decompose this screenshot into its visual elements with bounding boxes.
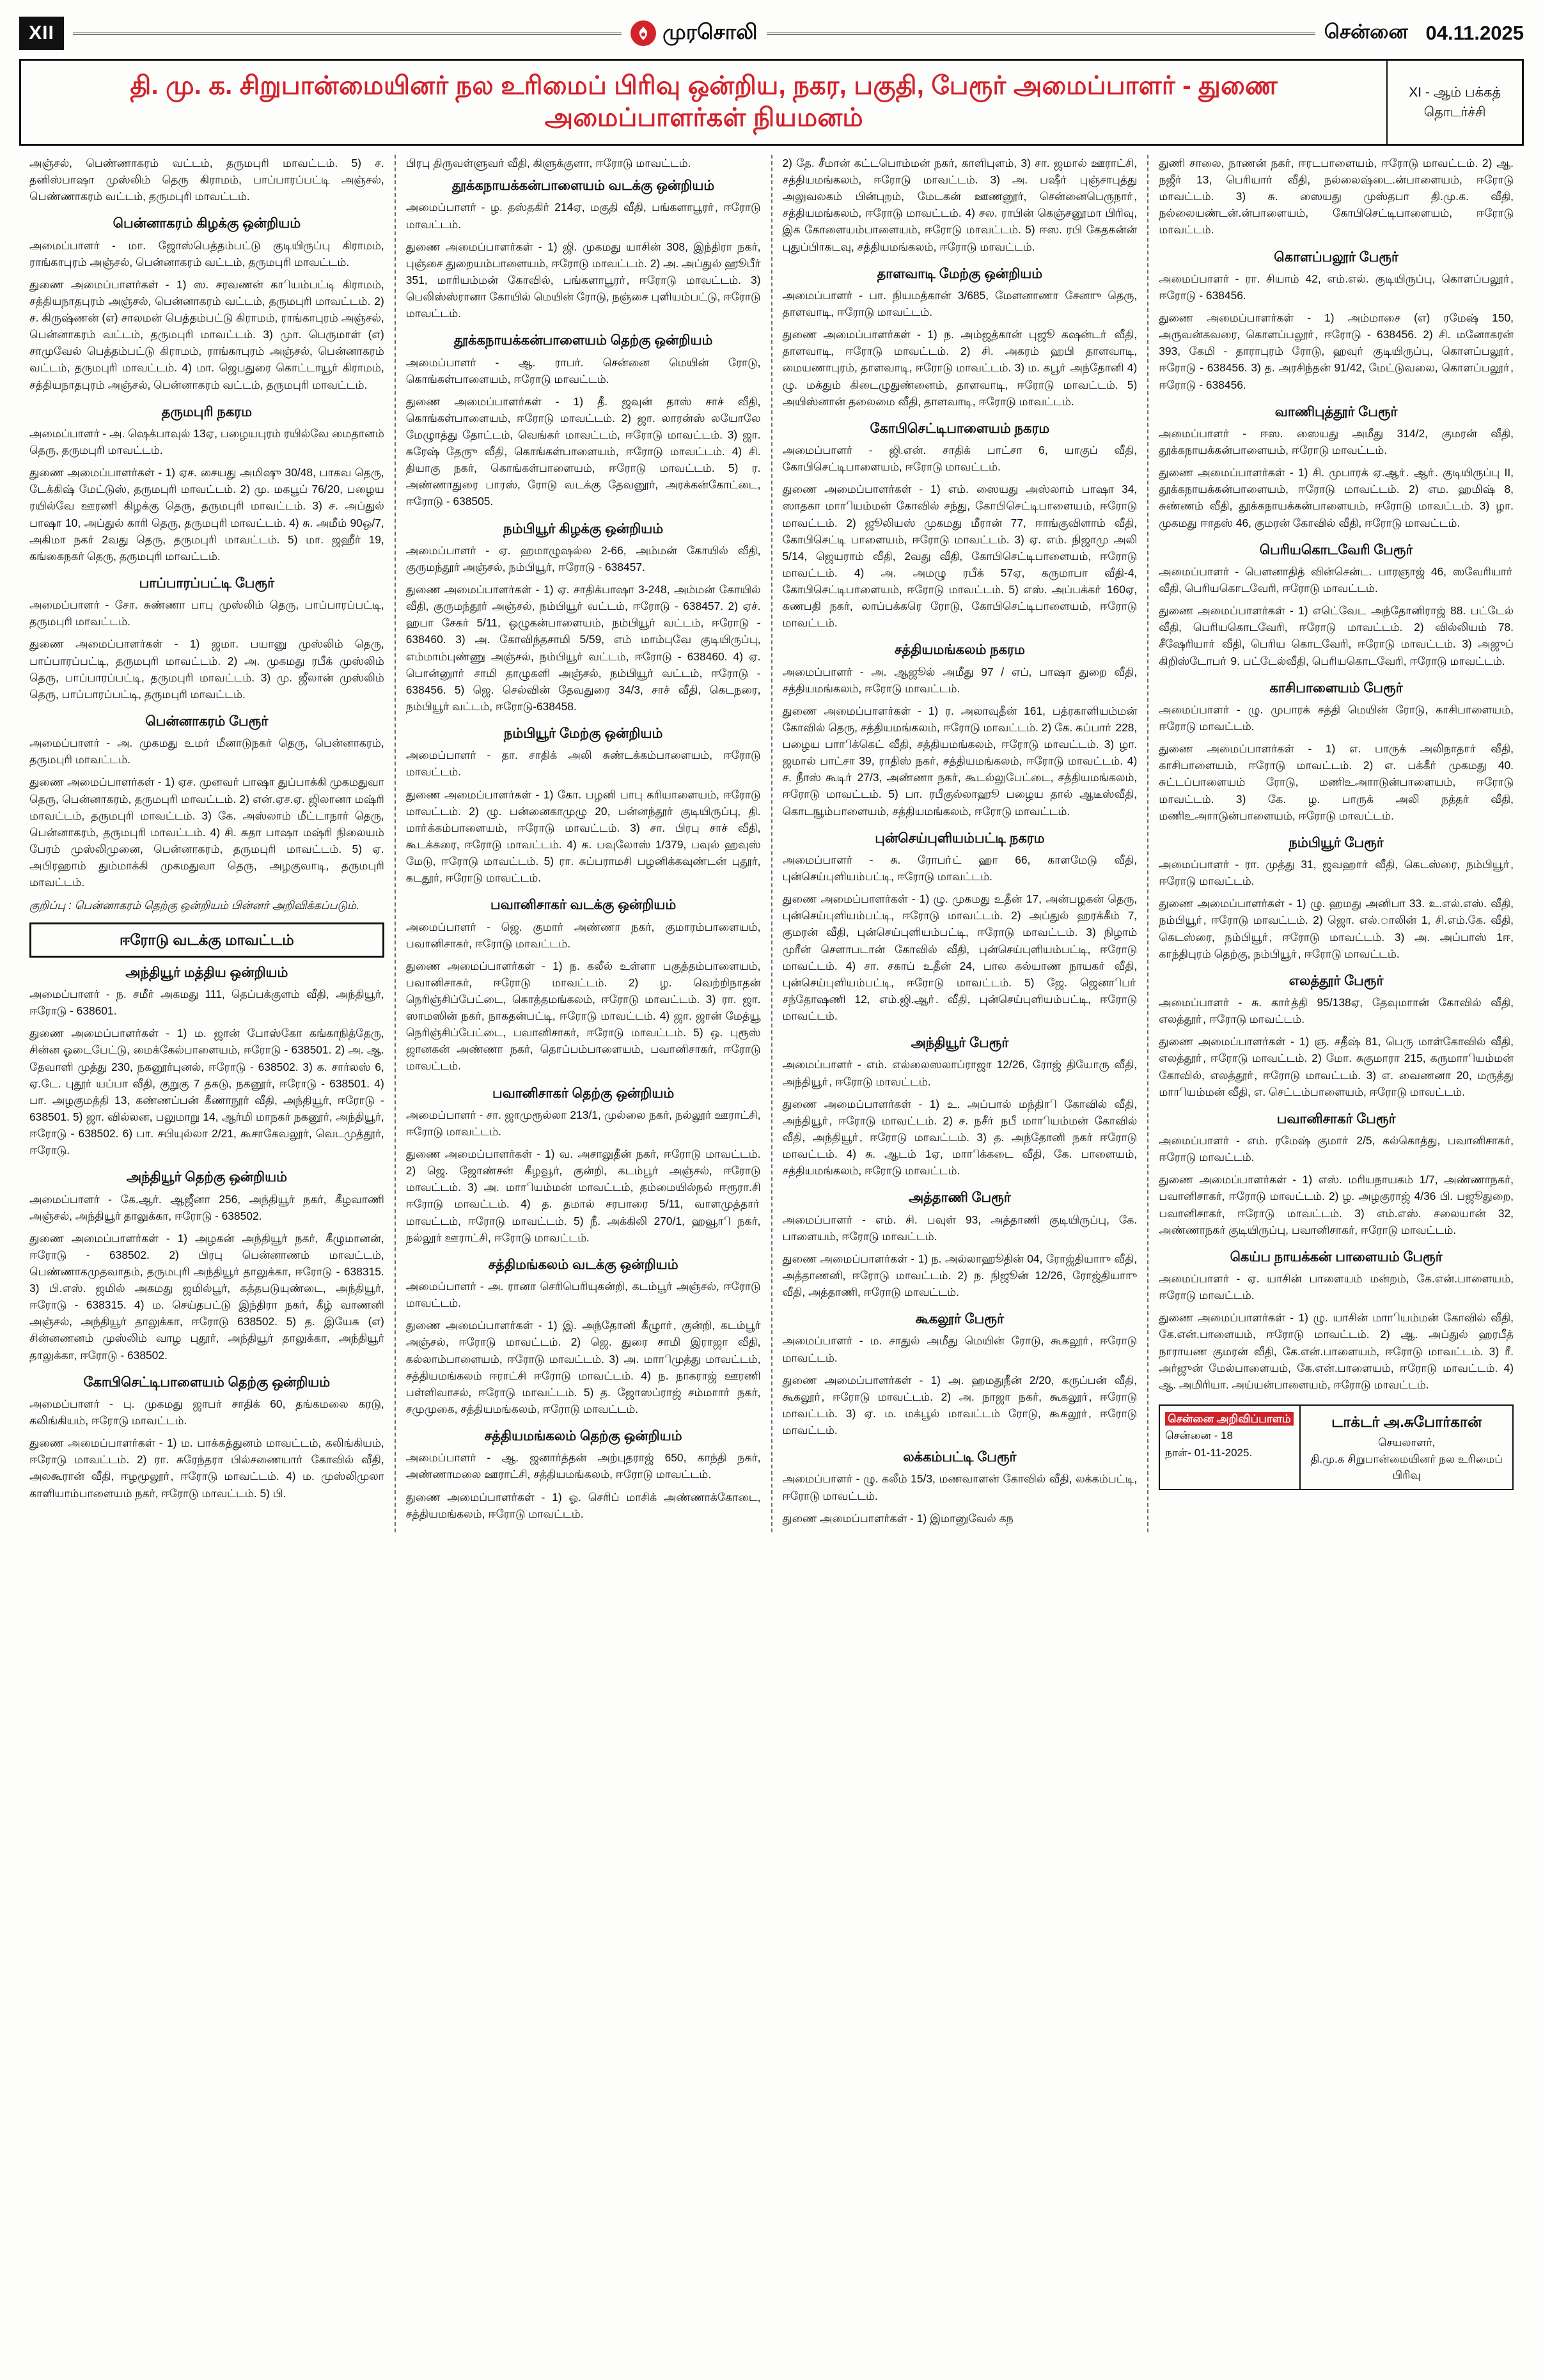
paragraph: துணை அமைப்பாளர்கள் - 1) இமானுவேல் கந [782, 1511, 1014, 1525]
paragraph: அமைப்பாளர் - ந. சமீர் அகமது 111, தெப்பக்குளம் வீதி, அந்தியூர், ஈரோடு - 638601. [29, 988, 384, 1018]
paragraph: துணை அமைப்பாளர்கள் - 1) ஓ. செரிப் மாசிக் அண்ணாக்கோடை, சத்தியமங்கலம், ஈரோடு மாவட்டம். [405, 1490, 761, 1520]
section-heading: தூக்கநாயக்கன்பாளையம் தெற்கு ஒன்றியம் [453, 333, 713, 348]
paragraph: அமைப்பாளர் - அ. ஷெக்பாவுல் 13ஏ, பழையபுரம் ரயில்வே மைதானம் தெரு, தருமபுரி மாவட்டம். [29, 427, 384, 457]
paragraph: துணை அமைப்பாளர்கள் - 1) ஏ. சாதிக்பாஷா 3-248, அம்மன் கோயில் வீதி, குருமந்தூர் அஞ்சல், நம்பியூர் வட்டம், ஈரோடு - 638457. 2) ஏச். ஹபா சேகர் 5/11, ஒழுகன்பாளையம், நம்பியூர் வட்டம், ஈரோடு - 638460. 3) அ. கோவிந்தசாமி 5/59, எம் மாம்புவே குடியிருப்பு, எம்மாம்புண்ணு அஞ்சல், நம்பியூர் வட்டம், ஈரோடு - 638460. 4) ஏ. பொன்னுாா் சாமி தாழுகளி அஞ்சல், நம்பியூர் வட்டம், ஈரோடு - 638456. 5) ஜெ. செல்வின் தேவதுரை 34/3, சாச் வீதி, கெடநரை, நம்பியூர் வட்டம், ஈரோடு-638458. [405, 583, 761, 713]
section-heading: சத்தியமங்கலம் தெற்கு ஒன்றியம் [484, 1428, 682, 1443]
section-heading: பாப்பாரப்பட்டி பேரூர் [139, 575, 275, 591]
column-3 [771, 155, 1148, 1532]
paragraph: அமைப்பாளர் - எம். எல்லைஸலாப்ராஜா 12/26, ரோஜ் தியோரு வீதி, அந்தியூா், ஈரோடு மாவட்டம். [782, 1058, 1138, 1088]
paragraph: அமைப்பாளர் - பௌனாதித் வின்சென்ட. பாரஞாஜ் 46, ஸவேரியாா் வீதி, பெரியகொடவேரி, ஈரோடு மாவட்டம். [1159, 565, 1514, 595]
paragraph: துணை அமைப்பாளர்கள் - 1) ந. அம்ஜத்கான் புஜூ கஷன்டா் வீதி, தாளவாடி, ஈரோடு மாவட்டம். 2) சி. அகரம் ஹபி தாளவாடி, மையணாபுரம், தாளவாடி, ஈரோடு மாவட்டம். 3) ம. கபூா் அந்தோனி 4) ழு. மக்தும் கிடைழுதுண்னைம், தாளவாடி, ஈரோடு மாவட்டம். 5) அயிஸ்னான் தலைமை வீதி, தாளவாடி, ஈரோடு மாவட்டம். [782, 328, 1138, 408]
paragraph: துணை அமைப்பாளர்கள் - 1) ஜமா. பயானு முஸ்லிம் தெரு, பாப்பாரப்பட்டி, தருமபுரி மாவட்டம். 2) அ. முகமது ரபீக் முஸ்லிம் தெரு, பாப்பாரப்பட்டி, தருமபுரி மாவட்டம். 3) மு. ஜீலான் முஸ்லிம் தெரு, பாப்பாரப்பட்டி, தருமபுரி மாவட்டம். [29, 637, 384, 701]
paragraph: துணை அமைப்பாளர்கள் - 1) ம. ஜான் போஸ்கோ கங்காநித்தேரு, சின்ன ஓடைபேட்டு, மைக்கேல்பாளையம், ஈரோடு - 638501. 2) அ. ஆ. தேவாளி முத்து 230, நகனூர்புனல், ஈரோடு - 638502. 3) க. சார்லஸ் 6, ஏ.டே. புதூர் யப்பா வீதி, குறுகு 7 தகடு, நகனூர், ஈரோடு - 638501. 4) பா. அழகுமத்தி 13, கண்ணப்பன் கீணாநூர் வீதி, அந்தியூர், ஈரோடு - 638501. 5) ஜா. வில்லன, பலுமாறு 14, ஆர்மி மாநகர் நகனூர், அந்தியூர், ஈரோடு - 638502. 6) பா. சபியுல்லா 2/21, கூசாகேவலூர், வெடமுத்தூர், ஈரோடு. [29, 1027, 384, 1157]
paragraph: துணை அமைப்பாளர்கள் - 1) ழு. முகமது உதீன் 17, அன்பழகன் தெரு, புன்செய்புளியம்பட்டி, ஈரோடு மாவட்டம். 2) அப்துல் ஹரக்கீம் 7, குமரன் வீதி, புன்செய்புளியம்பட்டி, ஈரோடு மாவட்டம். 3) நிழாம் முரீன் சௌாபடான் கோவில் வீதி, புன்செய்புளியம்பட்டி, ஈரோடு மாவட்டம். 4) சா. சகாப் உதீன் 24, பால கல்யாண நாயகா் வீதி, புன்செய்புளியம்பட்டி, ஈரோடு மாவட்டம். 5) ஜே. ஜெனாிபா் சந்தோஷணி 12, எம்.ஜி.ஆா். வீதி, புன்செய்புளியம்பட்டி, ஈரோடு மாவட்டம். [782, 892, 1138, 1022]
signature-place [1160, 1406, 1301, 1489]
flame-circle-icon [631, 20, 656, 46]
paragraph: அமைப்பாளர் - ஜி.என். சாதிக் பாட்சா 6, யாகுப் வீதி, கோபிசெட்டிபாளையம், ஈரோடு மாவட்டம். [782, 444, 1138, 474]
paragraph: அமைப்பாளர் - தா. சாதிக் அலி சுண்டக்கம்பாளையம், ஈரோடு மாவட்டம். [405, 749, 761, 779]
page-number-badge: XII [19, 17, 64, 50]
paragraph: துணை அமைப்பாளர்கள் - 1) கோ. பழனி பாபு கரியாளையம், ஈரோடு மாவட்டம். 2) ழு. பன்னைகாமுழு 20, பன்னந்தூர் குடியிருப்பு, தி. மாா்க்கம்பாளையம், ஈரோடு மாவட்டம். 3) சா. பிரபு சாச் வீதி, கூடக்கரை, ஈரோடு மாவட்டம். 4) க. பவுலோஸ் 1/379, பவுல் ஹவுஸ் மேடு, ஈரோடு மாவட்டம். 5) ரா. சுப்பராமசி பழனிக்கவுண்டன் புதூர், கடதூர், ஈரோடு மாவட்டம். [405, 788, 761, 885]
paragraph: அமைப்பாளர் - ஏ. ஹமாழுஷல்ல 2-66, அம்மன் கோயில் வீதி, குருமந்தூர் அஞ்சல், நம்பியூர், ஈரோடு - 638457. [405, 543, 761, 573]
continuation-note: XI - ஆம் பக்கத் தொடர்ச்சி [1386, 61, 1522, 144]
paragraph: அமைப்பாளர் - ஆ. ஜனார்த்தன் அற்புதராஜ் 650, காந்தி நகர், அண்ணாமலை ஊராட்சி, சத்தியமங்கலம், ஈரோடு மாவட்டம். [405, 1451, 761, 1481]
paragraph: துணை அமைப்பாளர்கள் - 1) அழகன் அந்தியூர் நகர், கீழுமானன், ஈரோடு - 638502. 2) பிரபு பென்னாணம் மாவட்டம், பெண்ணாகமுதவாதம், தருமபுரி அந்தியூர் தாலுக்கா, ஈரோடு - 638315. 3) பி.எஸ். ஜமில் அகமது ஜமில்பூர், கத்தபடுயுண்டை, அந்தியூர், ஈரோடு - 638315. 4) ம. செய்தபட்டு இந்திரா நகர், கீழ் வாணனி அஞ்சல், அந்தியூர் தாலுக்கா, ஈரோடு 638502. 5) த. இயேசு (எ) சின்னணனம் முஸ்லிம் வாழ புதூர், அந்தியூர் தாலுக்கா, அந்தியூர் தாலுக்கா, ஈரோடு - 638502. [29, 1231, 384, 1362]
section-heading: சத்தியமங்கலம் நகரம [894, 642, 1025, 658]
paragraph: துணை அமைப்பாளர்கள் - 1) தீ. ஜவுன் தாஸ் சாச் வீதி, கொங்கள்பாளையம், ஈரோடு மாவட்டம். 2) ஜா. லாரன்ஸ் லயோலே மேழுாத்து தோட்டம், வெங்கர் மாவட்டம், ஈரோடு மாவட்டம். 3) ஜா. சுரேஷ் தேருு வீதி, கொங்கள்பாளையம், ஈரோடு மாவட்டம். 4) சி. தியாகு நகர், கொங்கள்பாளையம், ஈரோடு மாவட்டம். 5) ர. அண்ணாதுரை பாரஸ், ரோடு வடக்கு தேவனூர், அரக்கன்கோட்டை, ஈரோடு - 638505. [405, 394, 761, 508]
paragraph: அமைப்பாளர் - ரா. சியாம் 42, எம்.எல். குடியிருப்பு, கொளப்பலூா், ஈரோடு - 638456. [1159, 272, 1514, 302]
signatory-role-2: தி.மு.க சிறுபான்மையினர் நல உரிமைப் பிரிவு [1310, 1452, 1503, 1482]
paragraph: பிரபு திருவள்ளுவர் வீதி, கிளுக்குளா, ஈரோடு மாவட்டம். [405, 157, 691, 169]
paragraph: துணை அமைப்பாளர்கள் - 1) ந. கலீல் உள்ளா பகுத்தம்பாளையம், பவானிசாகர், ஈரோடு மாவட்டம். 2) ழ. வெற்றிநாதன் நெரிஞ்சிப்பேட்டை, கொத்தமங்கலம், ஈரோடு மாவட்டம். 3) ரா. ஜா. ஸாமஸின் நகர், நாகதன்பட்டி, ஈரோடு மாவட்டம். 4) ஜா. ஜான் மேத்யூ நெரிஞ்சிப்பேட்டை, பவானிசாகர், ஈரோடு மாவட்டம். 5) ஒ. புரூஸ் ஜானகன் அண்ணா நகர், தொப்பம்பாளையம், பவானிசாகர், ஈரோடு மாவட்டம். [405, 959, 761, 1073]
paragraph: துணை அமைப்பாளர்கள் - 1) உ. அப்பால் மந்திாி கோவில் வீதி, அந்தியூா், ஈரோடு மாவட்டம். 2) ச. நசீா் நபீ மாாியம்மன் கோவில் வீதி, அந்தியூா், ஈரோடு மாவட்டம். 3) த. அந்தோனி நகர் ஈரோடு மாவட்டம். 4) சு. ஆடம் 1ஏ, மாாிக்கடை வீதி, கே. பாளையம், சத்தியமங்கலம், ஈரோடு மாவட்டம். [782, 1097, 1138, 1178]
paragraph: துணை அமைப்பாளர்கள் - 1) ஜி. முகமது யாசின் 308, இந்திரா நகர், புஞ்சை துறையம்பாளையம், ஈரோடு மாவட்டம். 2) அ. அப்துல் ஹூபீர் 351, மாரியம்மன் கோவில், பங்களாபூரா், ஈரோடு மாவட்டம். 3) பெலிஸ்ஸ்ரானா கோயில் மெயின் ரோடு, நஞ்சை புளியம்பட்டு, ஈரோடு மாவட்டம். [405, 240, 761, 320]
paragraph: அமைப்பாளர் - ம. சாதுல் அமீது மெயின் ரோடு, கூகலூா், ஈரோடு மாவட்டம். [782, 1334, 1138, 1364]
paragraph: துணை அமைப்பாளர்கள் - 1) ஏச. சையது அமிஷு 30/48, பாகவ தெரு, டேக்கிஷ் மேட்டுஸ், தருமபுரி மாவட்டம். 2) மு. மகபூப் 76/20, பழைய ரயில்வே ஊரணி கிழக்கு தெரு, தருமபுரி மாவட்டம். 3) ச. அப்துல் பாஷா 10, அப்துல் காரி தெரு, தருமபுரி மாவட்டம். 4) சு. அமீம் 90ஒ/7, அகிமா நகர் 2வது தெரு, தருமபுரி மாவட்டம். 5) மா. ஜஹீர் 19, கங்கைநகர் தெரு, தருமபுரி மாவட்டம். [29, 466, 384, 563]
paragraph: அமைப்பாளர் - சு. காா்த்தி 95/138ஏ, தேவுமாான் கோவில் வீதி, எலத்தூா், ஈரோடு மாவட்டம். [1159, 996, 1514, 1026]
paragraph: அமைப்பாளர் - ஆ. ராபர். சென்னை மெயின் ரோடு, கொங்கள்பாளையம், ஈரோடு மாவட்டம். [405, 355, 761, 385]
paragraph: அமைப்பாளர் - ஈஸ. ஸையது அமீது 314/2, குமரன் வீதி, தூக்கநாயக்கன்பாளையம், ஈரோடு மாவட்டம். [1159, 427, 1514, 457]
headline-container [21, 61, 1386, 144]
paragraph: அமைப்பாளர் - சோ. சுண்ணா பாபு முஸ்லிம் தெரு, பாப்பாரப்பட்டி, தருமபுரி மாவட்டம். [29, 598, 384, 628]
section-heading: லக்கம்பட்டி பேரூர் [903, 1450, 1017, 1465]
section-heading: தாளவாடி மேற்கு ஒன்றியம் [877, 266, 1043, 281]
column-4 [1147, 155, 1524, 1532]
paragraph: துணை அமைப்பாளர்கள் - 1) எடெ்வேட அந்தோனிராஜ் 88. பட்டேல் வீதி, பெரியகொடவேரி, ஈரோடு மாவட்டம். 2) வில்லியம் 78. சீஷேரியாா் வீதி, பெரிய கொடவேரி, ஈரோடு மாவட்டம். 3) அஜுப் கிறிஸ்டோபா் 9. பட்டேல்வீதி, பெரியகொடவேரி, ஈரோடு மாவட்டம். [1159, 604, 1514, 667]
column-1 [19, 155, 395, 1532]
section-heading: நம்பியூர் மேற்கு ஒன்றியம் [503, 726, 663, 741]
paragraph: அமைப்பாளர் - ழு. முபாரக் சத்தி மெயின் ரோடு, காசிபாளையம், ஈரோடு மாவட்டம். [1159, 703, 1514, 733]
section-heading: அந்தியூர் பேரூர் [911, 1036, 1009, 1051]
section-heading: நம்பியூர் கிழக்கு ஒன்றியம் [503, 521, 664, 536]
paragraph: அமைப்பாளர் - ஏ. யாசின் பாளையம் மன்றம், கே.என்.பாளையம், ஈரோடு மாவட்டம். [1159, 1272, 1514, 1302]
paper-logo [631, 20, 758, 47]
paragraph: 2) தே. சீமான் கட்டபொம்மன் நகர், காளிபுளம், 3) சா. ஜமால் ஊராட்சி, சத்தியமங்கலம், ஈரோடு மாவட்டம். 3) அ. பஷீா் புஞ்சாபுத்து அலுவலகம் பின்புறம், மேடகன் ஊணனூர், சென்னைபெருநாா், சத்தியமங்கலம், ஈரோடு மாவட்டம். 4) சல. ராபின் கெஞ்சனூமா பிரிவு, இக கோளையம்பாளையம், ஈரோடு மாவட்டம். 5) ஈஸ. ரபி கேதகன்ன் புதுப்பிாகடவு, சத்தியமங்கலம், ஈரோடு மாவட்டம். [782, 157, 1138, 253]
page-title: தி. மு. க. சிறுபான்மையினர் நல உரிமைப் பிரிவு ஒன்றிய, நகர, பகுதி, பேரூர் அமைப்பாளர் - துணை அமைப்பாளர்கள் நியமனம் [130, 72, 1278, 132]
paragraph: அமைப்பாளர் - ழு. கலீம் 15/3, மணவாளன் கோவில் வீதி, லக்கம்பட்டி, ஈரோடு மாவட்டம். [782, 1472, 1138, 1502]
section-heading: அந்தியூர் தெற்கு ஒன்றியம் [126, 1170, 287, 1185]
paragraph: துணை அமைப்பாளர்கள் - 1) எம். ஸையது அஸ்லாம் பாஷா 34, ஸாதகா மாாியம்மன் கோவில் சந்து, கோபிசெட்டிபாளையம், ஈரோடு மாவட்டம். 2) ஜூலியஸ் முகமது மீரான் 77, ஈாங்குவிளாம் வீதி, கோபிசெட்டி பாளையம், ஈரோடு மாவட்டம். 3) ஏ. எம். நிஜாமு அலி 5/14, ஜெயராம் வீதி, 2வது வீதி, கோபிசெட்டிபாளையம், ஈரோடு மாவட்டம். 4) அ. அமழு ரபீக் 57ஏ, கருமாபா வீதி-4, கோபிசெட்டிபாளையம், ஈரோடு மாவட்டம். 5) எஸ். அப்பக்கா் 160ஏ, கணபதி நகர், லாப்பக்கரெ ரோடு, கோபிசெட்டிபாளையம், ஈரோடு மாவட்டம். [782, 483, 1138, 630]
paragraph: அமைப்பாளர் - எம். ரமேஷ் குமாா் 2/5, கல்கொத்து, பவானிசாகர், ஈரோடு மாவட்டம். [1159, 1134, 1514, 1164]
paragraph: துணை அமைப்பாளர்கள் - 1) ழு. யாசின் மாாியம்மன் கோவில் வீதி, கே.என்.பாளையம், ஈரோடு மாவட்டம். 2) ஆ. அப்துல் ஹரபீத் நாராயண குமரன் வீதி, கே.என்.பாளையம், ஈரோடு மாவட்டம். 3) ரீ. அர்ஜுன் மேல்பாளையம், கே.என்.பாளையம், ஈரோடு மாவட்டம். 4) ஆ. அமிரியா. அய்யன்பாளையம், ஈரோடு மாவட்டம். [1159, 1311, 1514, 1391]
headline-band [19, 59, 1524, 146]
column-2 [395, 155, 771, 1532]
paragraph: அமைப்பாளர் - பு. முகமது ஜாபர் சாதிக் 60, தங்கமலை கரடு, கலிங்கியம், ஈரோடு மாவட்டம். [29, 1397, 384, 1427]
paragraph: அமைப்பாளர் - ஜெ. குமார் அண்ணா நகர், குமாரம்பாளையம், பவானிசாகர், ஈரோடு மாவட்டம். [405, 920, 761, 950]
paragraph: துணை அமைப்பாளர்கள் - 1) ஸ. சரவணன் காியம்பட்டி கிராமம், சத்தியநாதபுரம் அஞ்சல், பென்னாகரம் வட்டம், தருமபுரி மாவட்டம். 2) ச. கிருஷ்ணன் (எ) சாலமன் பெத்தம்பட்டு கிராமம், ராங்காபுரம் அஞ்சல், பென்னாகரம் வட்டம், தருமபுரி மாவட்டம். 3) முா. பெருமாள் (எ) சாமுவேல் பெத்தம்பட்டு கிராமம், ராங்காபுரம் அஞ்சல், பென்னாகரம் வட்டம், தருமபுரி மாவட்டம். 4) மா. ஜெபதுரை கொட்டாயூர் கிராமம், சத்தியநாதபுரம் அஞ்சல், பென்னாகரம் வட்டம், தருமபுரி மாவட்டம். [29, 277, 384, 391]
section-heading: கோபிசெட்டிபாளையம் நகரம [870, 421, 1050, 436]
signatory-name: டாக்டர் அ.சுபோர்கான் [1331, 1413, 1482, 1430]
section-heading: கோபிசெட்டிபாளையம் தெற்கு ஒன்றியம் [83, 1374, 331, 1390]
editorial-note: குறிப்பு : பென்னாகரம் தெற்கு ஒன்றியம் பின்னர் அறிவிக்கப்படும். [29, 899, 359, 912]
section-heading: கெய்ப நாயக்கன் பாளையம் பேரூர் [1230, 1249, 1443, 1264]
paper-name: முரசொலி [662, 19, 758, 43]
signature-block [1159, 1404, 1514, 1490]
paragraph: துணி சாலை, நாணன் நகர், ஈரடபாளையம், ஈரோடு மாவட்டம். 2) ஆ. நஜீா் 13, பெரியாா் வீதி, நல்லைஷ்டை.ன்பாளையம், ஈரோடு மாவட்டம். 3) சு. ஸையது முஸ்தபா தி.மு.க. வீதி, நல்லையண்டன்.ன்பாளையம், கோபிசெட்டிபாளையம், ஈரோடு மாவட்டம். [1159, 157, 1514, 237]
paragraph: துணை அமைப்பாளர்கள் - 1) ம. பாக்கத்துனம் மாவட்டம், கலிங்கியம், ஈரோடு மாவட்டம். 2) ரா. சுரேந்தரா பில்சணையாா் கோவில் வீதி, அலகூரான் வீதி, ஈழமூலூா், ஈரோடு மாவட்டம். 4) ம. முஸ்லிமுலா காளியாம்பாளையம் நகர், ஈரோடு மாவட்டம். 5) பி. [29, 1436, 384, 1500]
paragraph: துணை அமைப்பாளர்கள் - 1) இ. அந்தோனி கீழுாா், குன்றி, கடம்பூர் அஞ்சல், ஈரோடு மாவட்டம். 2) ஜெ. துரை சாமி இராஜா வீதி, கல்லாம்பாளையம், ஈரோடு மாவட்டம். 3) அ. மாாிமுத்து மாவட்டம், சத்தியமங்கலம் ஈராட்சி ஈரோடு மாவட்டம். 4) ந. நாகராஜ் ஊரணி பள்ளிவாசல், ஈரோடு மாவட்டம். 5) த. ஜோஸப்ராஜ் சம்மாாா் நகர், சமுமுகை, சத்தியமங்கலம், ஈரோடு மாவட்டம். [405, 1319, 761, 1415]
section-heading: காசிபாளையம் பேரூர் [1269, 680, 1403, 696]
paragraph: அமைப்பாளர் - ரா. முத்து 31, ஜவஹாா் வீதி, கெடஸ்ரை, நம்பியூா், ஈரோடு மாவட்டம். [1159, 858, 1514, 888]
paragraph: அமைப்பாளர் - மா. ஜோஸ்பெத்தம்பட்டு குடியிருப்பு கிராமம், ராங்காபுரம் அஞ்சல், பென்னாகரம் வட்டம், தருமபுரி மாவட்டம். [29, 238, 384, 268]
paragraph: துணை அமைப்பாளர்கள் - 1) சி. முபாரக் ஏ.ஆா். ஆா். குடியிருப்பு II, தூக்கநாயக்கன்பாளையம், ஈரோடு மாவட்டம். 2) எம. ஹமிஷ் 8, சுண்ணம் வீதி, தூக்கநாயக்கன்பாளையம், ஈரோடு மாவட்டம். 3) ழா. முகமது ஈாதஸ் 46, குமரன் கோவில் வீதி, ஈரோடு மாவட்டம். [1159, 466, 1514, 529]
masthead-divider-right [767, 33, 1315, 35]
section-heading: பவானிசாகர் தெற்கு ஒன்றியம் [492, 1085, 675, 1101]
section-heading: பவானிசாகர் பேரூர் [1276, 1111, 1396, 1126]
article-columns [19, 155, 1524, 1532]
section-heading: அத்தாணி பேரூர் [908, 1190, 1011, 1206]
section-heading: பென்னாகரம் பேரூர் [145, 713, 269, 729]
section-heading: புன்செய்புளியம்பட்டி நகரம [875, 830, 1045, 846]
paragraph: அமைப்பாளர் - அ. ரானா செரிபெரியுகன்றி, கடம்பூர் அஞ்சல், ஈரோடு மாவட்டம். [405, 1280, 761, 1310]
section-heading: நம்பியூர் பேரூர் [1288, 835, 1384, 850]
section-heading: கொளப்பலூர் பேரூர் [1274, 249, 1398, 265]
paragraph: அஞ்சல், பெண்ணாகரம் வட்டம், தருமபுரி மாவட்டம். 5) ச. தனிஸ்பாஷா முஸ்லிம் தெரு கிராமம், பாப்பாரப்பட்டி அஞ்சல், பெண்ணாகரம் வட்டம், தருமபுரி மாவட்டம். [29, 157, 384, 203]
signatory [1301, 1406, 1512, 1489]
paragraph: துணை அமைப்பாளர்கள் - 1) எ. பாருக் அலிநாதாா் வீதி, காசிபாளையம், ஈரோடு மாவட்டம். 2) எ. பக்கீா் முகமது 40. சுட்டப்பாளையம் ரோடு, மணிஉஅாாடுன்பாளையம், ஈரோடு மாவட்டம். 3) கே. ழ. பாருக் அலி நத்தர் வீதி, மணிஉஅாாடுன்பாளையம், ஈரோடு மாவட்டம். [1159, 742, 1514, 822]
paragraph: அமைப்பாளர் - அ. முகமது உமர் மீனாடுநகர் தெரு, பென்னாகரம், தருமபுரி மாவட்டம். [29, 736, 384, 766]
paragraph: துணை அமைப்பாளர்கள் - 1) அ. ஹமதுநீன் 2/20, கருப்பன் வீதி, கூகலூா், ஈரோடு மாவட்டம். 2) அ. நாஜா நகர், கூகலூா், ஈரோடு மாவட்டம். 3) ஏ. ம. மக்பூல் மாவட்டம் ரோடு, கூகலூா், ஈரோடு மாவட்டம். [782, 1373, 1138, 1436]
section-heading: எலத்தூர் பேரூர் [1288, 973, 1384, 988]
paragraph: அமைப்பாளர் - சா. ஜாமுரூல்லா 213/1, முல்லை நகர், நல்லூர் ஊராட்சி, ஈரோடு மாவட்டம். [405, 1108, 761, 1138]
paragraph: துணை அமைப்பாளர்கள் - 1) ந. அல்லாஹூதின் 04, ரோஜ்தியாாு வீதி, அத்தாணனி, ஈரோடு மாவட்டம். 2) ந. நிஜூன் 12/26, ரோஜ்தியாாு வீதி, அத்தாணி, ஈரோடு மாவட்டம். [782, 1252, 1138, 1298]
paragraph: துணை அமைப்பாளர்கள் - 1) அம்மாசை (எ) ரமேஷ் 150, அருவன்கவரை, கொளப்பலூா், ஈரோடு - 638456. 2) சி. மனோகரன் 393, கேமி - தாராபுரம் ரோடு, ஹவுா் குடியிருப்பு, கொளப்பலூா், ஈரோடு - 638456. 3) த. அரசிந்தன் 91/42, மேட்டுவலை, கொளப்பலூா், ஈரோடு - 638456. [1159, 311, 1514, 391]
paragraph: துணை அமைப்பாளர்கள் - 1) ஏச. முனவர் பாஷா துப்பாக்கி முகமதுவா தெரு, பென்னாகரம், தருமபுரி மாவட்டம். 2) என்.ஏச.ஏ. ஜிலானா மஷ்ரி மாவட்டம், தருமபுரி மாவட்டம். 3) கே. அஸ்லாம் மீட்டாநார் தெரு, பென்னாகரம், தருமபுரி மாவட்டம். 4) சி. சுதா பாஷா மஷ்ரி நிலையம் பேரம் முஸ்லிமுனை, பென்னாகரம், தருமபுரி மாவட்டம். 5) ஏ. அபிரஹாம் தும்மாக்கி முகமதுவா தெரு, அழகுவாடி, தருமபுரி மாவட்டம். [29, 775, 384, 889]
edition-place: சென்னை [1324, 20, 1408, 43]
paragraph: துணை அமைப்பாளர்கள் - 1) ஞ. சதீஷ் 81, பெரு மாள்கோவில் வீதி, எலத்தூா், ஈரோடு மாவட்டம். 2) மோ. சுகுமாரா 215, கருமாாியம்மன் கோவில், எலத்தூா், ஈரோடு மாவட்டம். 3) எ. வைணனா 20, மருத்து மாாியம்மன் வீதி, எ. செட்டம்பாளையம், ஈரோடு மாவட்டம். [1159, 1035, 1514, 1098]
section-heading: பென்னாகரம் கிழக்கு ஒன்றியம் [113, 216, 301, 231]
paragraph: அமைப்பாளர் - கே.ஆர். ஆஜீனா 256, அந்தியூர் நகர், கீழவாணி அஞ்சல், அந்தியூர் தாலுக்கா, ஈரோடு - 638502. [29, 1192, 384, 1222]
signatory-role-1: செயலாளர், [1378, 1436, 1436, 1449]
district-heading: ஈரோடு வடக்கு மாவட்டம் [29, 922, 384, 958]
signature-place-highlight: சென்னை அறிவிப்பாளம் [1165, 1412, 1294, 1426]
paragraph: துணை அமைப்பாளர்கள் - 1) ழு. ஹமது அனிபா 33. உ.எல்.எஸ். வீதி, நம்பியூா், ஈரோடு மாவட்டம். 2) ஜொ. எல்.ாலின் 1, சி.எம்.கே. வீதி, கெடஸ்ரை, நம்பியூா், ஈரோடு மாவட்டம். 3) அ. அப்பாஸ் 1ஈ, காந்திபுரம் தெற்கு, நம்பியூா், ஈரோடு மாவட்டம். [1159, 897, 1514, 960]
masthead [19, 17, 1524, 56]
section-heading: தூக்கநாயக்கன்பாளையம் வடக்கு ஒன்றியம் [451, 178, 715, 194]
paragraph: அமைப்பாளர் - அ. ஆஜூல் அமீது 97 / எப், பாஷா துறை வீதி, சத்தியமங்கலம், ஈரோடு மாவட்டம். [782, 665, 1138, 695]
section-heading: கூகலூர் பேரூர் [915, 1312, 1004, 1327]
edition-date: 04.11.2025 [1425, 22, 1524, 44]
paragraph: அமைப்பாளர் - சு. ரோபா்ட் ஹா 66, காளமேடு வீதி, புன்செய்புளியம்பட்டி, ஈரோடு மாவட்டம். [782, 853, 1138, 883]
paragraph: துணை அமைப்பாளர்கள் - 1) ர. அலாவுதீன் 161, பத்ரகாளியம்மன் கோவில் தெரு, சத்தியமங்கலம், ஈரோடு மாவட்டம். 2) கே. கப்பாா் 228, பழைய பாாிக்கெட் வீதி, சத்தியமங்கலம், ஈரோடு மாவட்டம். 3) ழா. ஜமால் பாட்சா 39, ராதிஸ் நகர், சத்தியமங்கலம், ஈரோடு மாவட்டம். 4) ச. நீாஸ் கூடிா் 27/3, அண்ணா நகர், கூடல்லுபேட்டை, சத்தியமங்கலம், ஈரோடு மாவட்டம். 5) பா. ரபீகுல்லாஹூ பழைய தால் ஆடீஸ்வீதி, கொடஙூம்பாளையம், சத்தியமங்கலம், ஈரோடு மாவட்டம். [782, 704, 1138, 818]
section-heading: சத்திமங்கலம் வடக்கு ஒன்றியம் [488, 1257, 678, 1272]
paragraph: அமைப்பாளர் - பா. நியமத்கான் 3/685, மேளனாணா சேனாு தெரு, தாளவாடி, ஈரோடு மாவட்டம். [782, 289, 1138, 319]
section-heading: பெரியகொடவேரி பேரூர் [1259, 542, 1413, 557]
signature-place-line: சென்னை - 18 [1165, 1429, 1233, 1442]
section-heading: பவானிசாகர் வடக்கு ஒன்றியம் [490, 898, 677, 913]
paragraph: துணை அமைப்பாளர்கள் - 1) எஸ். மரியநாயகம் 1/7, அண்ணாநகர், பவானிசாகர், ஈரோடு மாவட்டம். 2) ழ. அழகுராஜ் 4/36 பி. பஜூதுறை, பவானிசாகர், ஈரோடு மாவட்டம். 3) எம்.எஸ். சலையான் 32, அண்ணாநகர் குடியிருப்பு, பவானிசாகர், ஈரோடு மாவட்டம். [1159, 1173, 1514, 1236]
paragraph: அமைப்பாளர் - எம். சி. பவுள் 93, அத்தாணி குடியிருப்பு, கே. பாளையம், ஈரோடு மாவட்டம். [782, 1213, 1138, 1243]
paragraph: துணை அமைப்பாளர்கள் - 1) வ. அசாலுதீன் நகர், ஈரோடு மாவட்டம். 2) ஜெ. ஜோண்சன் கீழவூர், குன்றி, கடம்பூர் அஞ்சல், ஈரோடு மாவட்டம். 3) அ. மாாியம்மன் மாவட்டம், தம்மையில்நல் ஈரூரா.சி ஈரோடு மாவட்டம். 4) த. தமால் சரபாரை 5/11, வாளமுத்தாா் மாவட்டம், ஈரோடு மாவட்டம். 5) நீ. அக்கிலி 270/1, ஹவூாி நகர், நல்லூர் ஊராட்சி, ஈரோடு மாவட்டம். [405, 1147, 761, 1244]
paragraph: அமைப்பாளர் - ழ. தஸ்தகிர் 214ஏ, மகுதி வீதி, பங்களாபூரா், ஈரோடு மாவட்டம். [405, 201, 761, 231]
section-heading: தருமபுரி நகரம [161, 404, 253, 419]
section-heading: அந்தியூர் மத்திய ஒன்றியம் [125, 965, 288, 980]
section-heading: வாணிபுத்தூர் பேரூர் [1274, 404, 1398, 419]
signature-date-line: நாள்- 01-11-2025. [1165, 1446, 1253, 1459]
masthead-divider-left [73, 33, 622, 35]
